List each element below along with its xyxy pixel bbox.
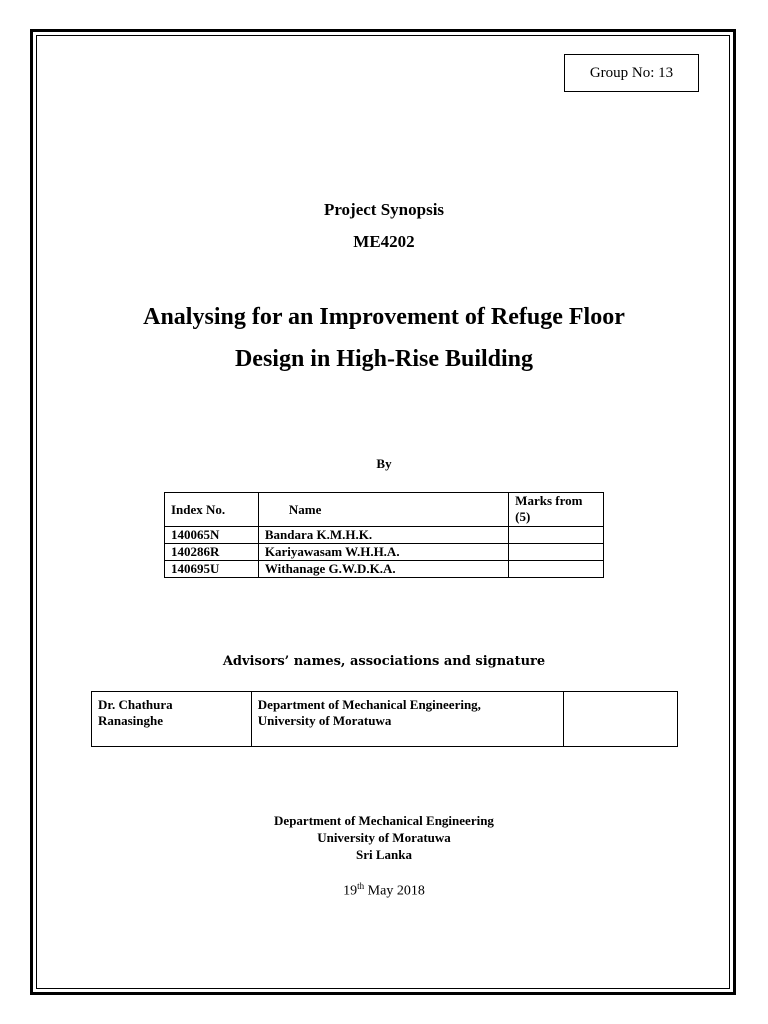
advisor-association-line-2: University of Moratuwa <box>257 713 392 728</box>
table-row <box>165 561 604 578</box>
advisor-signature-cell <box>564 692 678 747</box>
advisor-name-line-2: Ranasinghe <box>98 713 164 728</box>
members-table <box>164 492 604 578</box>
header-name: Name <box>258 493 508 527</box>
date-suffix: th <box>357 881 365 891</box>
member-marks <box>509 561 604 578</box>
advisor-association-cell <box>251 692 563 747</box>
by-label: By <box>376 456 392 471</box>
footer-university: University of Moratuwa <box>317 830 451 845</box>
member-index: 140065N <box>165 527 259 544</box>
date-day: 19 <box>343 883 358 899</box>
course-code: ME4202 <box>353 232 415 251</box>
advisor-association-line-1: Department of Mechanical Engineering, <box>257 697 481 712</box>
footer-department: Department of Mechanical Engineering <box>274 813 494 828</box>
header-index: Index No. <box>165 493 259 527</box>
advisors-heading: Advisors’ names, associations and signature <box>222 654 546 669</box>
advisors-table <box>91 691 678 747</box>
project-title-line-1: Analysing for an Improvement of Refuge Floor <box>143 304 625 330</box>
footer-country: Sri Lanka <box>356 847 412 862</box>
members-table-header <box>165 493 604 527</box>
member-name: Bandara K.M.H.K. <box>258 527 508 544</box>
member-marks <box>509 527 604 544</box>
table-row <box>92 692 678 747</box>
member-marks <box>509 544 604 561</box>
advisor-name-cell <box>92 692 252 747</box>
table-row <box>165 527 604 544</box>
member-index: 140286R <box>165 544 259 561</box>
table-row <box>165 544 604 561</box>
group-number: Group No: 13 <box>589 64 674 81</box>
header-marks: Marks from (5) <box>509 493 604 527</box>
date-rest: May 2018 <box>364 883 425 899</box>
project-synopsis-label: Project Synopsis <box>323 200 445 219</box>
member-index: 140695U <box>165 561 259 578</box>
footer-block <box>0 812 768 863</box>
member-name: Withanage G.W.D.K.A. <box>258 561 508 578</box>
member-name: Kariyawasam W.H.H.A. <box>258 544 508 561</box>
project-title-line-2: Design in High-Rise Building <box>234 346 534 372</box>
group-number-box <box>564 54 699 92</box>
submission-date <box>0 881 768 900</box>
advisor-name-line-1: Dr. Chathura <box>98 697 173 712</box>
